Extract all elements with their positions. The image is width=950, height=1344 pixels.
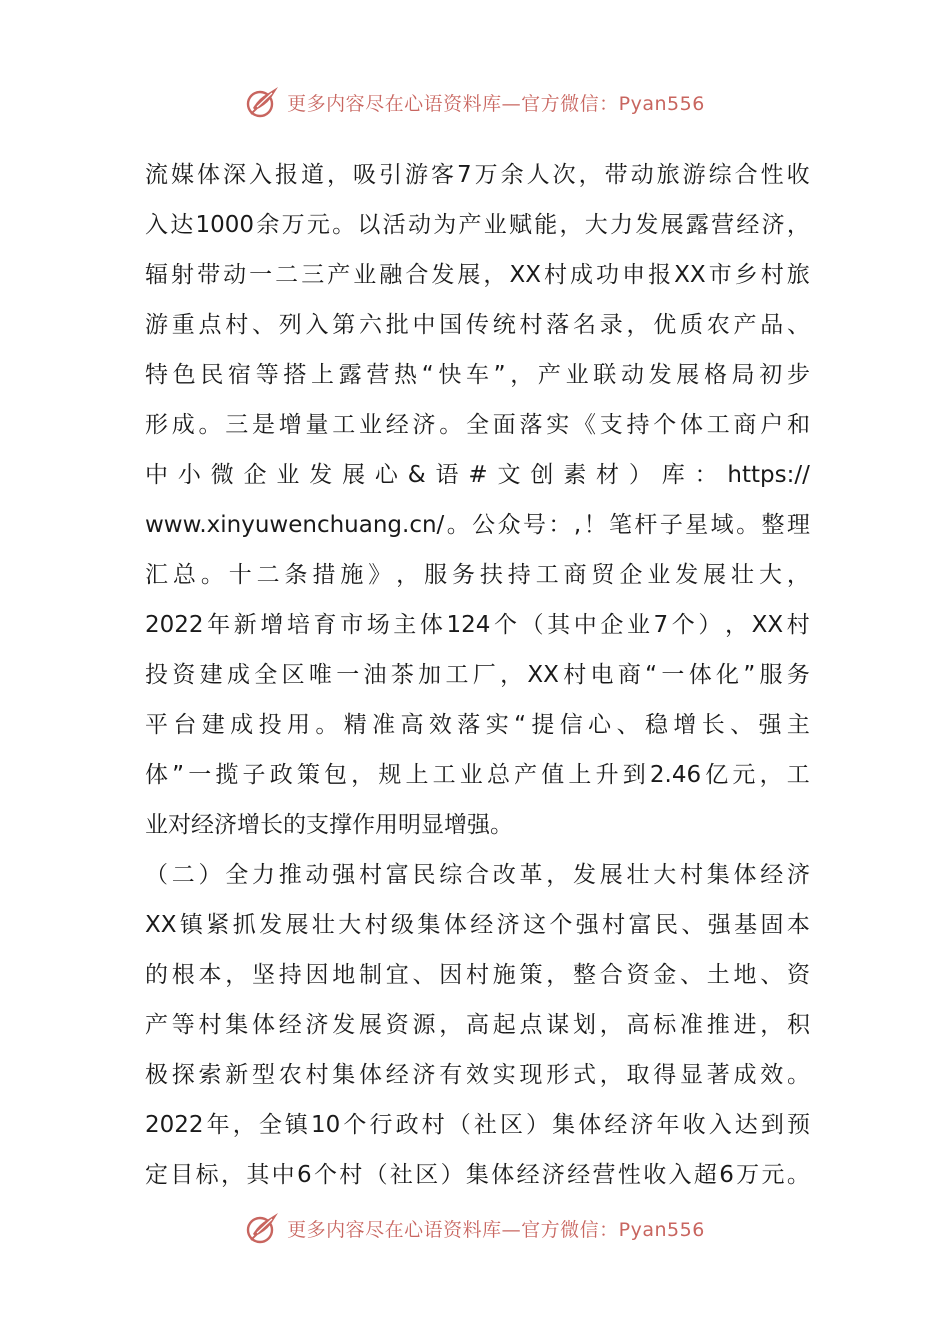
text-line: 游 重 点 村 、 列 入 第 六 批 中 国 传 统 村 落 名 录 ， 优 质 农 产 品 、 [145,312,810,338]
quill-logo-icon [245,84,281,120]
text-line: 辐 射 带 动 一 二 三 产 业 融 合 发 展 ， XX 村 成 功 申 报 XX 市 乡 村 旅 [145,262,810,288]
text-line: 入 达 1000 余 万 元 。 以 活 动 为 产 业 赋 能 ， 大 力 发 展 露 营 经 济 ， [145,212,810,238]
wechat-handle: Pyan556 [618,92,705,115]
text-line: 体 ” 一 揽 子 政 策 包 ， 规 上 工 业 总 产 值 上 升 到 2.46 亿 元 ， 工 [145,762,810,788]
footer-promo-text: 更多内容尽在心语资料库—官方微信：Pyan556 [287,1218,705,1241]
text-line: XX 镇 紧 抓 发 展 壮 大 村 级 集 体 经 济 这 个 强 村 富 民 、 强 基 固 本 [145,912,810,938]
text-line: 特 色 民 宿 等 搭 上 露 营 热 “ 快 车 ” ， 产 业 联 动 发 展 格 局 初 步 [145,362,810,388]
text-line: 极 探 索 新 型 农 村 集 体 经 济 有 效 实 现 形 式 ， 取 得 显 著 成 效 。 [145,1062,810,1088]
text-line: 业 对 经 济 增 长 的 支 撑 作 用 明 显 增 强 。 [145,812,513,838]
wechat-handle: Pyan556 [618,1218,705,1241]
header-banner [0,82,950,122]
document-body [145,150,810,1200]
text-line: www.xinyuwenchuang.cn/ 。 公 众 号 ： , ！ 笔 杆 子 星 域 。 整 理 [145,512,810,538]
text-line: 2022 年 ， 全 镇 10 个 行 政 村 （ 社 区 ） 集 体 经 济 年 收 入 达 到 预 [145,1112,810,1138]
section-heading-line: （ 二 ） 全 力 推 动 强 村 富 民 综 合 改 革 ， 发 展 壮 大 村 集 体 经 济 [145,862,810,888]
header-promo-text: 更多内容尽在心语资料库—官方微信：Pyan556 [287,92,705,115]
text-line: 定 目 标 ， 其 中 6 个 村 （ 社 区 ） 集 体 经 济 经 营 性 收 入 超 6 万 元 。 [145,1162,810,1188]
text-line: 汇 总 。 十 二 条 措 施 》 ， 服 务 扶 持 工 商 贸 企 业 发 展 壮 大 ， [145,562,810,588]
text-line: 的 根 本 ， 坚 持 因 地 制 宜 、 因 村 施 策 ， 整 合 资 金 、 土 地 、 资 [145,962,810,988]
text-line: 中 小 微 企 业 发 展 心 & 语 # 文 创 素 材 ） 库 ： https:// [145,462,810,488]
quill-logo-icon [245,1210,281,1246]
text-line: 2022 年 新 增 培 育 市 场 主 体 124 个 （ 其 中 企 业 7 个 ） ， XX 村 [145,612,810,638]
text-line: 流 媒 体 深 入 报 道 ， 吸 引 游 客 7 万 余 人 次 ， 带 动 旅 游 综 合 性 收 [145,162,810,188]
text-line: 形 成 。 三 是 增 量 工 业 经 济 。 全 面 落 实 《 支 持 个 体 工 商 户 和 [145,412,810,438]
text-line: 平 台 建 成 投 用 。 精 准 高 效 落 实 “ 提 信 心 、 稳 增 长 、 强 主 [145,712,810,738]
text-line: 投 资 建 成 全 区 唯 一 油 茶 加 工 厂 ， XX 村 电 商 “ 一 体 化 ” 服 务 [145,662,810,688]
text-line: 产 等 村 集 体 经 济 发 展 资 源 ， 高 起 点 谋 划 ， 高 标 准 推 进 ， 积 [145,1012,810,1038]
footer-banner [0,1208,950,1248]
